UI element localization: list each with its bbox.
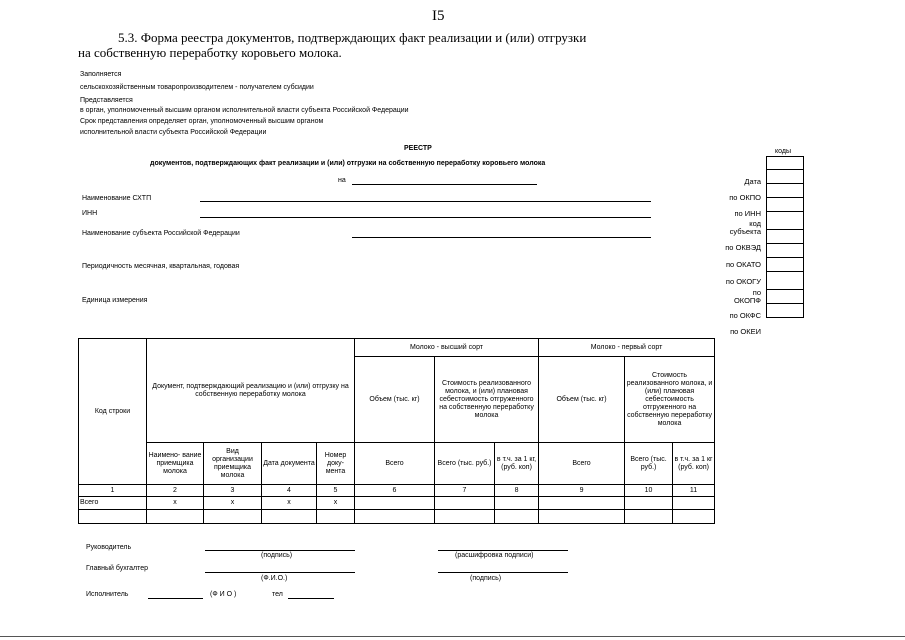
code-label-okfs: по ОКФС xyxy=(729,311,761,320)
empty-cell[interactable] xyxy=(539,510,625,524)
grade-first-header: Молоко - первый сорт xyxy=(539,339,715,357)
total-row-cell[interactable] xyxy=(673,497,715,510)
code-label-okei: по ОКЕИ xyxy=(730,327,761,336)
empty-cell[interactable] xyxy=(262,510,317,524)
grade-high-header: Молоко - высший сорт xyxy=(355,339,539,357)
executor-label: Исполнитель xyxy=(86,591,129,598)
cost-high-total-header: Всего (тыс. руб.) xyxy=(435,443,495,485)
cost-first-header: Стоимость реализованного молока, и (или) плановая себестоимость отгруженного на собственную переработку молока xyxy=(625,357,715,443)
volume-high-header: Объем (тыс. кг) xyxy=(355,357,435,443)
total-row-cell[interactable] xyxy=(539,497,625,510)
total-row-cell[interactable] xyxy=(625,497,673,510)
page-bottom-divider xyxy=(0,636,905,637)
column-number: 8 xyxy=(495,485,539,497)
intro-line: Представляется xyxy=(80,97,133,104)
executor-field[interactable] xyxy=(148,598,203,599)
empty-cell[interactable] xyxy=(204,510,262,524)
code-label-okogu: по ОКОГУ xyxy=(725,277,761,286)
code-okfs-cell[interactable] xyxy=(766,290,804,304)
head-label: Руководитель xyxy=(86,544,132,551)
phone-label: тел xyxy=(272,591,283,598)
volume-high-total-header: Всего xyxy=(355,443,435,485)
empty-cell[interactable] xyxy=(79,510,147,524)
code-okato-cell[interactable] xyxy=(766,244,804,258)
intro-line: в орган, уполномоченный высшим органом исполнительной власти субъекта Российской Федерации xyxy=(80,107,409,114)
column-number: 4 xyxy=(262,485,317,497)
total-row-cell: x xyxy=(317,497,355,510)
registry-table xyxy=(78,338,715,524)
phone-field[interactable] xyxy=(288,598,334,599)
column-number: 3 xyxy=(204,485,262,497)
head-decoding-caption: (расшифровка подписи) xyxy=(455,552,534,559)
doc-col-date: Дата документа xyxy=(262,443,317,485)
unit-label: Единица измерения xyxy=(82,297,148,304)
name-field[interactable] xyxy=(200,201,651,202)
doc-col-number: Номер доку- мента xyxy=(317,443,355,485)
region-label: Наименование субъекта Российской Федерации xyxy=(82,230,240,237)
code-subject-cell[interactable] xyxy=(766,212,804,230)
head-decoding-field[interactable] xyxy=(438,550,568,551)
doc-col-recipient: Наимено- вание приемщика молока xyxy=(147,443,204,485)
code-okogu-cell[interactable] xyxy=(766,258,804,272)
on-date-label: на xyxy=(338,177,346,184)
empty-cell[interactable] xyxy=(495,510,539,524)
registry-title: РЕЕСТР xyxy=(404,145,432,152)
column-number: 1 xyxy=(79,485,147,497)
empty-cell[interactable] xyxy=(673,510,715,524)
code-okopf-cell[interactable] xyxy=(766,272,804,290)
cost-first-total-header: Всего (тыс. руб.) xyxy=(625,443,673,485)
cost-high-per-kg-header: в т.ч. за 1 кг, (руб. коп) xyxy=(495,443,539,485)
column-number: 10 xyxy=(625,485,673,497)
code-label-subject: код субъекта xyxy=(729,219,761,236)
inn-field[interactable] xyxy=(200,217,651,218)
region-field[interactable] xyxy=(352,237,651,238)
accountant-fio-field[interactable] xyxy=(205,572,355,573)
codes-header: коды xyxy=(775,148,791,155)
page-number: I5 xyxy=(432,8,445,24)
intro-line: исполнительной власти субъекта Российской Федерации xyxy=(80,129,267,136)
code-okei-cell[interactable] xyxy=(766,304,804,318)
column-number: 6 xyxy=(355,485,435,497)
intro-line: сельскохозяйственным товаропроизводителем - получателем субсидии xyxy=(80,84,314,91)
total-row-cell: x xyxy=(147,497,204,510)
column-number-row xyxy=(79,485,715,497)
code-label-date: Дата xyxy=(744,177,761,186)
total-row-cell[interactable] xyxy=(495,497,539,510)
volume-first-total-header: Всего xyxy=(539,443,625,485)
accountant-label: Главный бухгалтер xyxy=(86,565,148,572)
codes-box xyxy=(766,156,804,318)
column-number: 9 xyxy=(539,485,625,497)
document-group-header xyxy=(147,339,355,443)
code-label-inn: по ИНН xyxy=(734,209,761,218)
period-label: Периодичность месячная, квартальная, годовая xyxy=(82,263,240,270)
head-signature-field[interactable] xyxy=(205,550,355,551)
head-signature-caption: (подпись) xyxy=(261,552,293,559)
column-number: 5 xyxy=(317,485,355,497)
code-inn-cell[interactable] xyxy=(766,198,804,212)
code-label-okved: по ОКВЭД xyxy=(725,243,761,252)
doc-col-org-type: Вид организации приемщика молока xyxy=(204,443,262,485)
empty-cell[interactable] xyxy=(147,510,204,524)
document-group-text: Документ, подтверждающий реализацию и (или) отгрузку на собственную переработку молока xyxy=(152,382,349,398)
code-date-value-cell[interactable] xyxy=(766,170,804,184)
accountant-signature-caption: (подпись) xyxy=(470,575,502,582)
intro-line: Срок представления определяет орган, уполномоченный высшим органом xyxy=(80,118,324,125)
total-row xyxy=(79,497,715,510)
code-label-okopf: по ОКОПФ xyxy=(733,288,761,305)
volume-first-header: Объем (тыс. кг) xyxy=(539,357,625,443)
total-row-label: Всего xyxy=(79,497,147,510)
heading-line-1: 5.3. Форма реестра документов, подтверждающих факт реализации и (или) отгрузки xyxy=(118,30,587,45)
total-row-cell: x xyxy=(262,497,317,510)
column-number: 2 xyxy=(147,485,204,497)
executor-fio-caption: (Ф И О ) xyxy=(210,591,237,598)
total-row-cell[interactable] xyxy=(355,497,435,510)
code-date-cell[interactable] xyxy=(766,156,804,170)
empty-cell[interactable] xyxy=(435,510,495,524)
column-number: 7 xyxy=(435,485,495,497)
column-number: 11 xyxy=(673,485,715,497)
empty-cell[interactable] xyxy=(355,510,435,524)
accountant-signature-field[interactable] xyxy=(438,572,568,573)
registry-subtitle: документов, подтверждающих факт реализации и (или) отгрузки на собственную переработку коровьего молока xyxy=(150,160,546,167)
intro-line: Заполняется xyxy=(80,71,122,78)
code-label-okato: по ОКАТО xyxy=(725,260,761,269)
code-row-header: Код строки xyxy=(79,339,147,485)
empty-row xyxy=(79,510,715,524)
code-okved-cell[interactable] xyxy=(766,230,804,244)
empty-cell[interactable] xyxy=(625,510,673,524)
cost-high-header: Стоимость реализованного молока, и (или) плановая себестоимость отгруженного на собственную переработку молока xyxy=(435,357,539,443)
code-okpo-cell[interactable] xyxy=(766,184,804,198)
name-label: Наименование СХТП xyxy=(82,195,152,202)
total-row-cell[interactable] xyxy=(435,497,495,510)
total-row-cell: x xyxy=(204,497,262,510)
inn-label: ИНН xyxy=(82,210,98,217)
cost-first-per-kg-header: в т.ч. за 1 кг (руб. коп) xyxy=(673,443,715,485)
accountant-fio-caption: (Ф.И.О.) xyxy=(261,575,288,582)
code-label-okpo: по ОКПО xyxy=(729,193,761,202)
empty-cell[interactable] xyxy=(317,510,355,524)
heading-line-2: на собственную переработку коровьего молока. xyxy=(78,45,342,60)
on-date-field[interactable] xyxy=(352,184,537,185)
